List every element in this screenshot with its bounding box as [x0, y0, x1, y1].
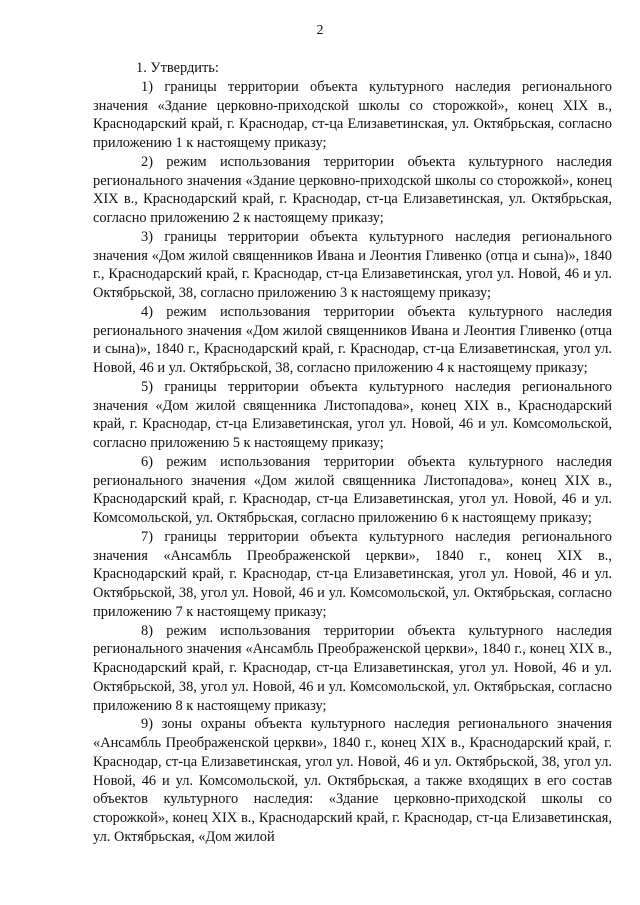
list-item-9: 9) зоны охраны объекта культурного наследия регионального значения «Ансамбль Преображенской церкви», 1840 г., конец XIX в., Краснодарский край, г. Краснодар, ст-ца Елизаветинская, угол ул. Новой, 46 и ул. Октябрьской, 38, угол ул. Новой, 46 и ул. Комсомольской, ул. Октябрьская, а также входящих в его состав объектов культурного наследия: «Здание церковно-приходской школы со сторожкой», конец XIX в., Краснодарский край, г. Краснодар, ст-ца Елизаветинская, ул. Октябрьская, «Дом жилой — [93, 716, 612, 845]
list-item-7: 7) границы территории объекта культурного наследия регионального значения «Ансамбль Преображенской церкви», 1840 г., конец XIX в., Краснодарский край, г. Краснодар, ст-ца Елизаветинская, угол ул. Новой, 46 и ул. Октябрьской, 38, угол ул. Новой, 46 и ул. Комсомольской, ул. Октябрьская, согласно приложению 7 к настоящему приказу; — [93, 528, 612, 620]
list-item-6: 6) режим использования территории объекта культурного наследия регионального значения «Дом жилой священника Листопадова», конец XIX в., Краснодарский край, г. Краснодар, ст-ца Елизаветинская, угол ул. Новой, 46 и ул. Комсомольской, ул. Октябрьская, согласно приложению 6 к настоящему приказу; — [93, 453, 612, 526]
list-item-8: 8) режим использования территории объекта культурного наследия регионального значения «Ансамбль Преображенской церкви», 1840 г., конец XIX в., Краснодарский край, г. Краснодар, ст-ца Елизаветинская, угол ул. Новой, 46 и ул. Октябрьской, 38, угол ул. Новой, 46 и ул. Комсомольской, ул. Октябрьская, согласно приложению 8 к настоящему приказу; — [93, 622, 612, 714]
document-body — [93, 59, 612, 847]
page-number: 2 — [316, 23, 324, 38]
list-item-4: 4) режим использования территории объекта культурного наследия регионального значения «Дом жилой священников Ивана и Леонтия Гливенко (отца и сына)», 1840 г., Краснодарский край, г. Краснодар, ст-ца Елизаветинская, угол ул. Новой, 46 и ул. Октябрьской, 38, согласно приложению 4 к настоящему приказу; — [93, 303, 612, 376]
lead-paragraph: 1. Утвердить: — [136, 60, 219, 76]
list-item-1: 1) границы территории объекта культурного наследия регионального значения «Здание церковно-приходской школы со сторожкой», конец XIX в., Краснодарский край, г. Краснодар, ст-ца Елизаветинская, ул. Октябрьская, согласно приложению 1 к настоящему приказу; — [93, 78, 612, 151]
list-item-3: 3) границы территории объекта культурного наследия регионального значения «Дом жилой священников Ивана и Леонтия Гливенко (отца и сына)», 1840 г., Краснодарский край, г. Краснодар, ст-ца Елизаветинская, угол ул. Новой, 46 и ул. Октябрьской, 38, согласно приложению 3 к настоящему приказу; — [93, 228, 612, 301]
list-item-5: 5) границы территории объекта культурного наследия регионального значения «Дом жилой священника Листопадова», конец XIX в., Краснодарский край, г. Краснодар, ст-ца Елизаветинская, угол ул. Новой, 46 и ул. Комсомольской, согласно приложению 5 к настоящему приказу; — [93, 378, 612, 451]
list-item-2: 2) режим использования территории объекта культурного наследия регионального значения «Здание церковно-приходской школы со сторожкой», конец XIX в., Краснодарский край, г. Краснодар, ст-ца Елизаветинская, ул. Октябрьская, согласно приложению 2 к настоящему приказу; — [93, 153, 612, 226]
